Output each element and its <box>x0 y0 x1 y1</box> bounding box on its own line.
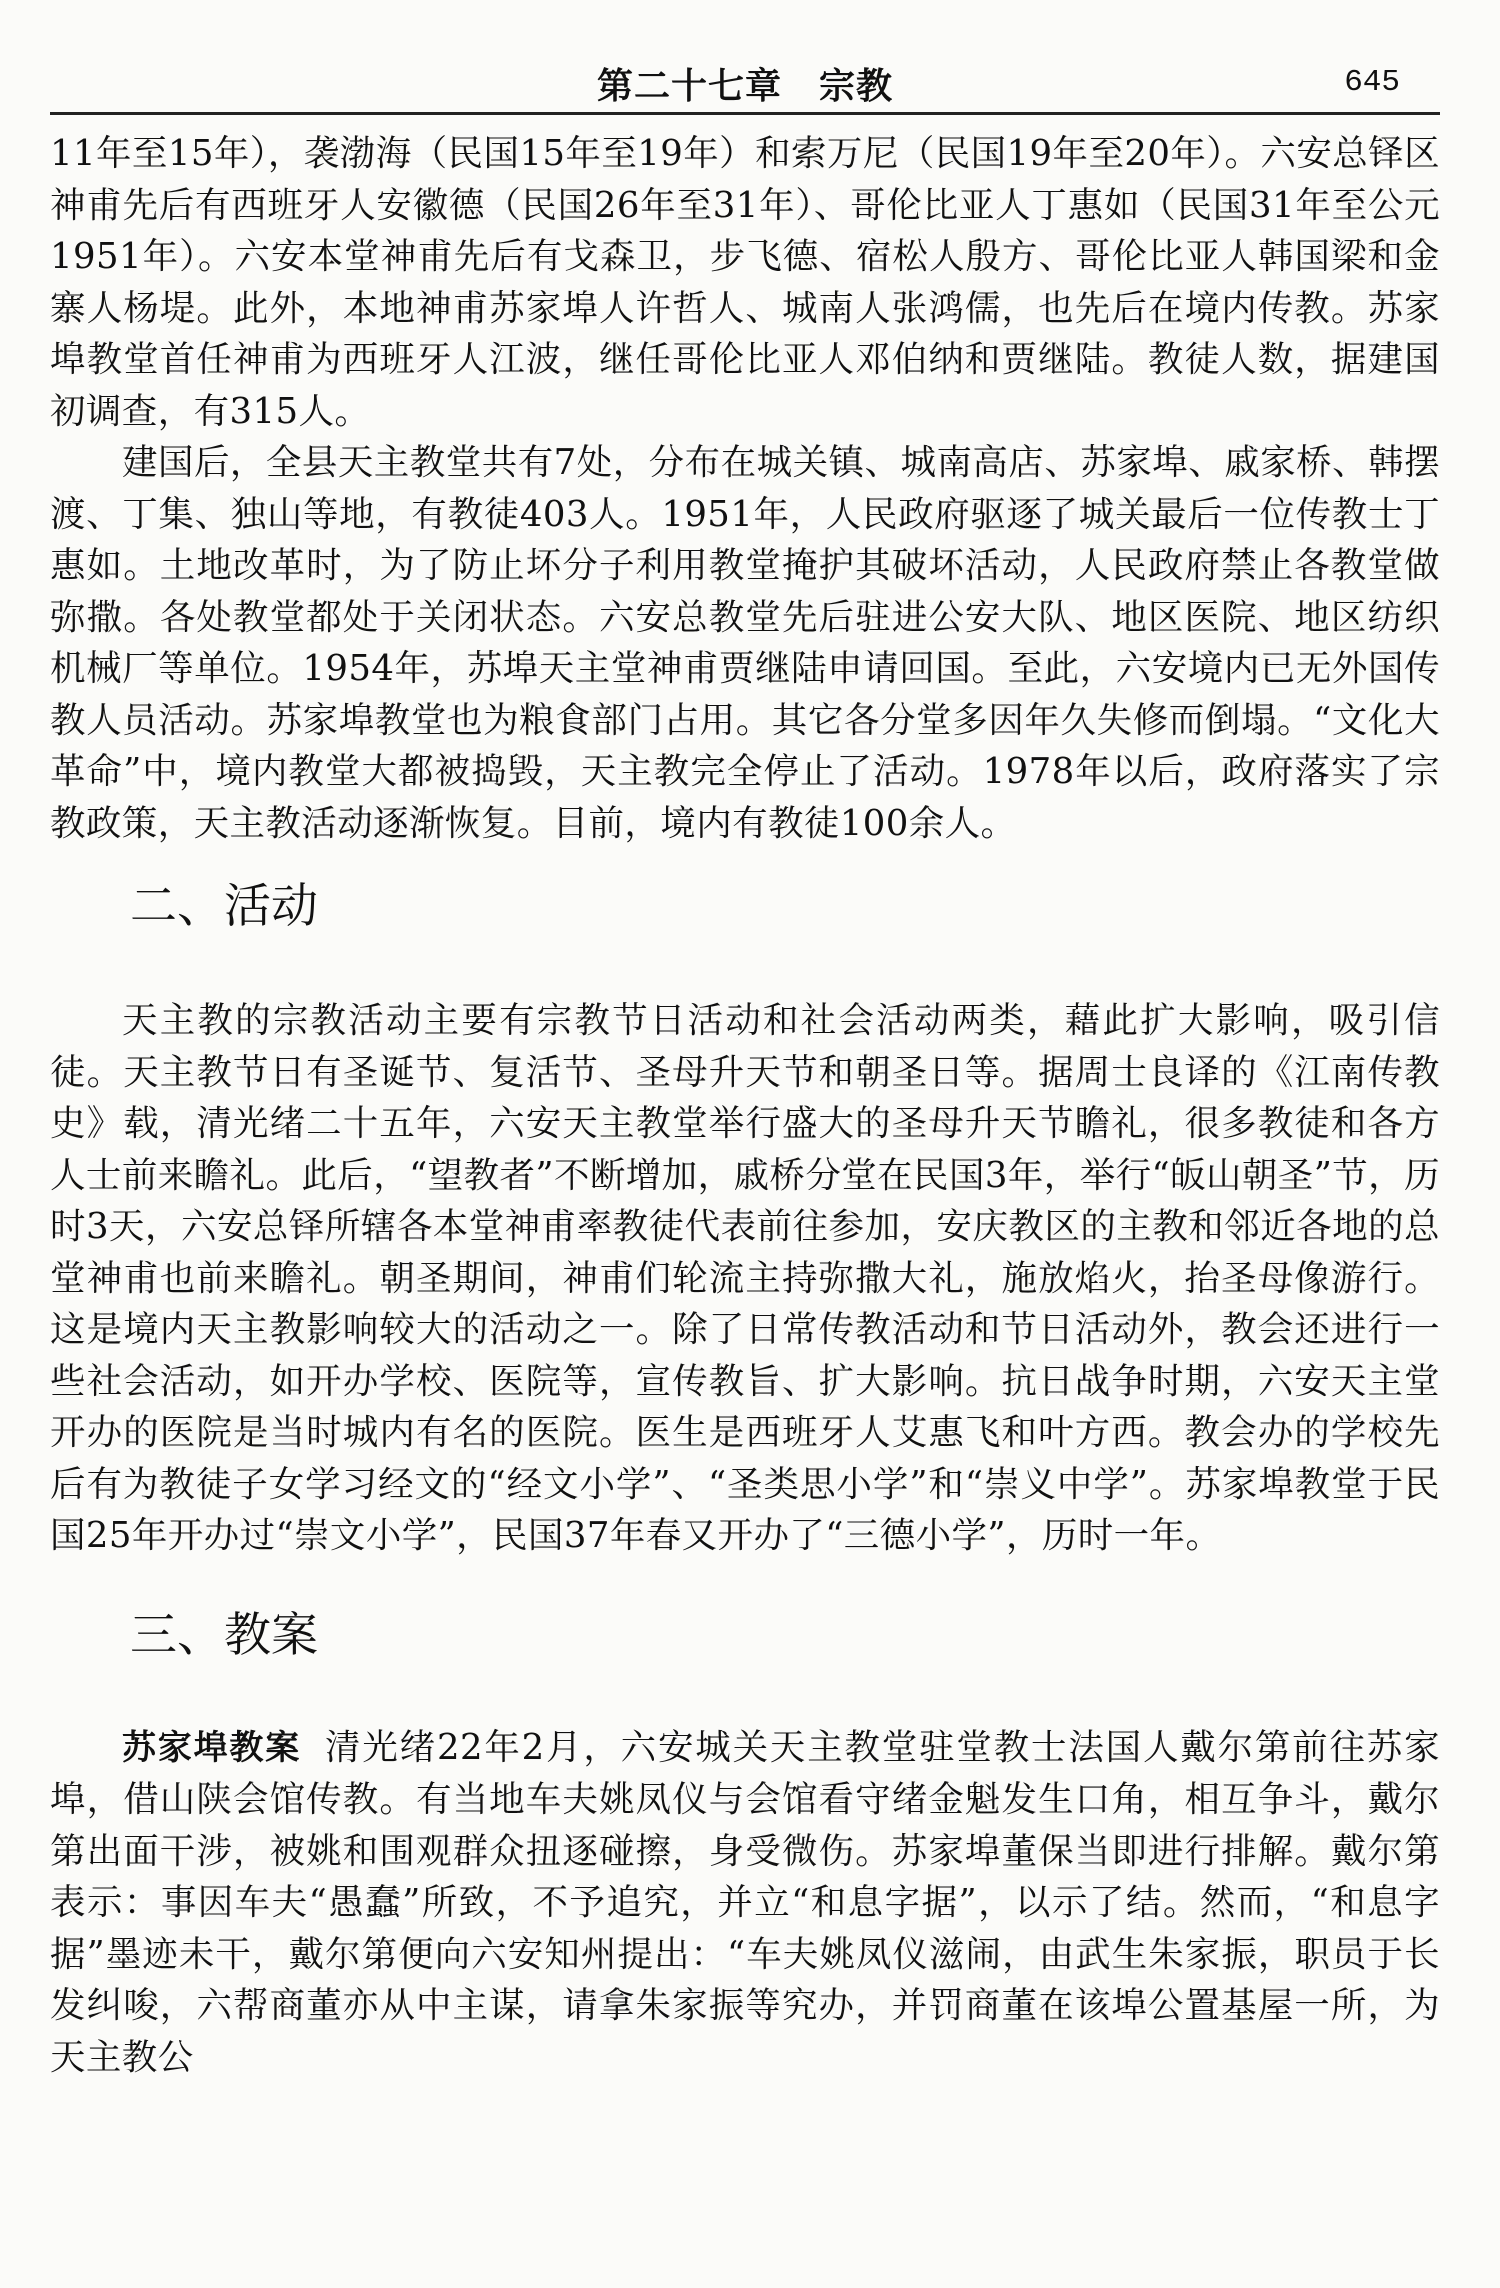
case-title: 苏家埠教案 <box>122 1727 302 1768</box>
paragraph-priests: 11年至15年），袭渤海（民国15年至19年）和索万尼（民国19年至20年）。六安总铎区神甫先后有西班牙人安徽德（民国26年至31年）、哥伦比亚人丁惠如（民国31年至公元1951年）。六安本堂神甫先后有戈森卫，步飞德、宿松人殷方、哥伦比亚人韩国梁和金寨人杨堤。此外，本地神甫苏家埠人许哲人、城南人张鸿儒，也先后在境内传教。苏家埠教堂首任神甫为西班牙人江波，继任哥伦比亚人邓伯纳和贾继陆。教徒人数，据建国初调查，有315人。 <box>50 133 1440 432</box>
paragraph-activities: 天主教的宗教活动主要有宗教节日活动和社会活动两类，藉此扩大影响，吸引信徒。天主教节日有圣诞节、复活节、圣母升天节和朝圣日等。据周士良译的《江南传教史》载，清光绪二十五年，六安天主教堂举行盛大的圣母升天节瞻礼，很多教徒和各方人士前来瞻礼。此后，“望教者”不断增加，戚桥分堂在民国3年，举行“皈山朝圣”节，历时3天，六安总铎所辖各本堂神甫率教徒代表前往参加，安庆教区的主教和邻近各地的总堂神甫也前来瞻礼。朝圣期间，神甫们轮流主持弥撒大礼，施放焰火，抬圣母像游行。这是境内天主教影响较大的活动之一。除了日常传教活动和节日活动外，教会还进行一些社会活动，如开办学校、医院等，宣传教旨、扩大影响。抗日战争时期，六安天主堂开办的医院是当时城内有名的医院。医生是西班牙人艾惠飞和叶方西。教会办的学校先后有为教徒子女学习经文的“经文小学”、“圣类思小学”和“崇义中学”。苏家埠教堂于民国25年开办过“崇文小学”，民国37年春又开办了“三德小学”，历时一年。 <box>50 1000 1440 1556</box>
chapter-title: 第二十七章 宗教 <box>596 66 893 107</box>
page-number: 645 <box>1344 65 1400 100</box>
page-content <box>50 128 1440 2083</box>
case-text: 清光绪22年2月，六安城关天主教堂驻堂教士法国人戴尔第前往苏家埠，借山陕会馆传教。有当地车夫姚凤仪与会馆看守绪金魁发生口角，相互争斗，戴尔第出面干涉，被姚和围观群众扭逐碰擦，身受微伤。苏家埠董保当即进行排解。戴尔第表示：事因车夫“愚蠢”所致，不予追究，并立“和息字据”，以示了结。然而，“和息字据”墨迹未干，戴尔第便向六安知州提出：“车夫姚凤仪滋闹，由武生朱家振，职员于长发纠唆，六帮商董亦从中主谋，请拿朱家振等究办，并罚商董在该埠公置基屋一所，为天主教公 <box>50 1726 1441 2078</box>
running-header <box>50 40 1440 115</box>
paragraph-sujiabu-case <box>50 1722 1440 2084</box>
paragraph-post-1949: 建国后，全县天主教堂共有7处，分布在城关镇、城南高店、苏家埠、戚家桥、韩摆渡、丁集、独山等地，有教徒403人。1951年，人民政府驱逐了城关最后一位传教士丁惠如。土地改革时，为了防止坏分子利用教堂掩护其破坏活动，人民政府禁止各教堂做弥撒。各处教堂都处于关闭状态。六安总教堂先后驻进公安大队、地区医院、地区纺织机械厂等单位。1954年，苏埠天主堂神甫贾继陆申请回国。至此，六安境内已无外国传教人员活动。苏家埠教堂也为粮食部门占用。其它各分堂多因年久失修而倒塌。“文化大革命”中，境内教堂大都被捣毁，天主教完全停止了活动。1978年以后，政府落实了宗教政策，天主教活动逐渐恢复。目前，境内有教徒100余人。 <box>50 442 1440 844</box>
section-heading-activities: 二、活动 <box>130 879 318 934</box>
section-heading-cases: 三、教案 <box>130 1607 318 1663</box>
